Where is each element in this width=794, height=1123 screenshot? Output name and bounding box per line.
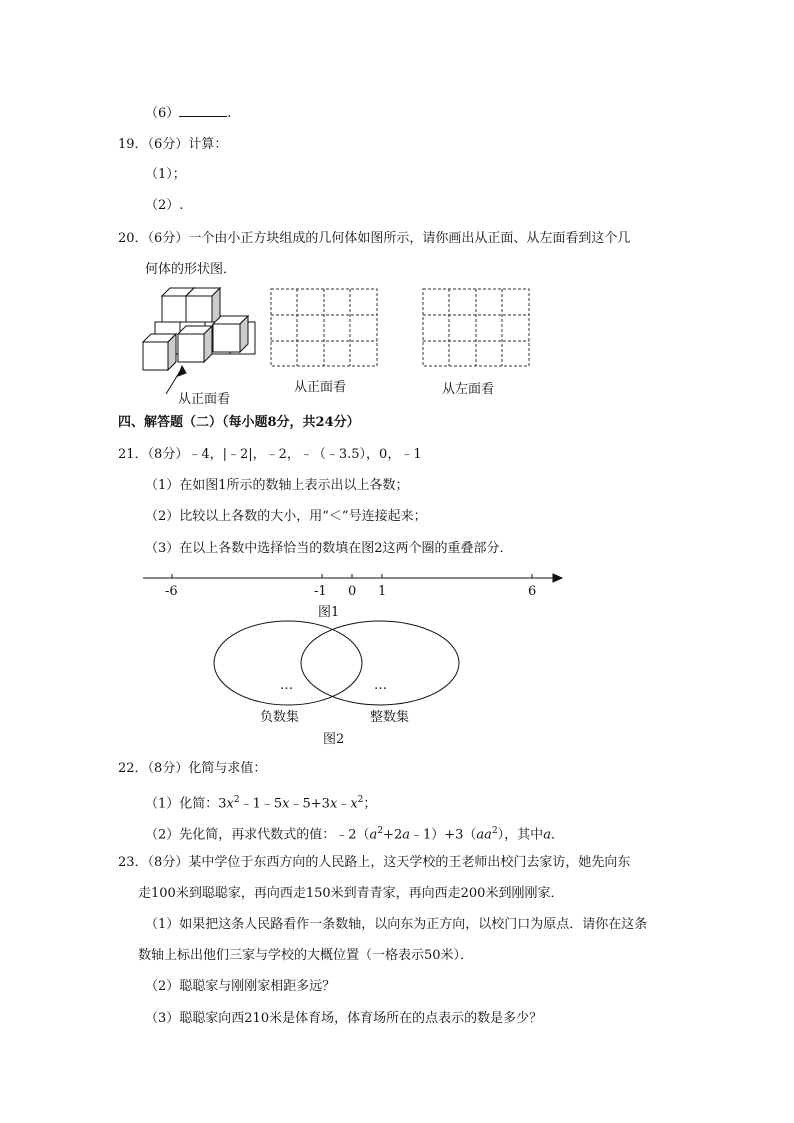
axis-tick-label: -6 bbox=[165, 584, 178, 599]
q22-part2: （2）先化简，再求代数式的值：$﹣2(a^2+2a﹣1)+3(aa^2)$，其中a． bbox=[145, 826, 564, 843]
q18-part6-end: . bbox=[227, 106, 232, 121]
q18-part6-label: （6） bbox=[145, 106, 180, 121]
axis-tick-label: 6 bbox=[528, 584, 537, 599]
section4-title: 四、解答题（二）（每小题8分，共24分） bbox=[118, 415, 360, 430]
venn-diagram bbox=[214, 621, 459, 705]
q23-header-cont: 走100米到聪聪家，再向西走150米到青青家，再向西走200米到刚刚家． bbox=[138, 886, 564, 901]
q23-part1-cont: 数轴上标出他们三家与学校的大概位置（一格表示50米）． bbox=[138, 948, 474, 963]
q23-header: 23．（8分）某中学位于东西方向的人民路上，这天学校的王老师出校门去家访，她先向东 bbox=[118, 855, 631, 870]
venn-left-dots: … bbox=[280, 678, 293, 693]
cube-solid-figure bbox=[143, 288, 255, 394]
left-grid-caption: 从左面看 bbox=[442, 382, 495, 397]
venn-right-dots: … bbox=[374, 678, 387, 693]
q21-part3: （3）在以上各数中选择恰当的数填在图2这两个圈的重叠部分． bbox=[145, 541, 513, 556]
axis-tick-label: 0 bbox=[348, 584, 357, 599]
q19-part2: （2）. bbox=[145, 198, 184, 213]
q23-part2: （2）聪聪家与刚刚家相距多远？ bbox=[145, 979, 336, 994]
q19-header: 19．（6分）计算： bbox=[118, 137, 228, 152]
q23-part3: （3）聪聪家向西210米是体育场，体育场所在的点表示的数是多少？ bbox=[145, 1011, 543, 1026]
q22-part1: （1）化简：$3x^2﹣1﹣5x﹣5+3x﹣x^2$； bbox=[145, 795, 377, 812]
q19-part1: （1）； bbox=[145, 167, 186, 182]
left-view-grid bbox=[423, 289, 529, 366]
front-grid-caption: 从正面看 bbox=[294, 380, 347, 395]
q21-header: 21．（8分）﹣4，|﹣2|，﹣2，﹣（﹣3.5），0，﹣1 bbox=[118, 447, 422, 462]
venn-left-label: 负数集 bbox=[260, 710, 300, 725]
q20-header: 20．（6分）一个由小正方块组成的几何体如图所示，请你画出从正面、从左面看到这个几 bbox=[118, 231, 631, 246]
venn-right-label: 整数集 bbox=[370, 710, 410, 725]
solid-caption: 从正面看 bbox=[178, 392, 231, 407]
fig2-caption: 图2 bbox=[323, 732, 345, 747]
front-view-grid bbox=[271, 289, 377, 366]
fig1-caption: 图1 bbox=[318, 605, 340, 620]
q21-part1: （1）在如图1所示的数轴上表示出以上各数； bbox=[145, 478, 409, 493]
axis-tick-label: 1 bbox=[378, 584, 387, 599]
number-line bbox=[143, 574, 562, 582]
q20-header-cont: 何体的形状图． bbox=[145, 262, 237, 277]
q22-header: 22．（8分）化简与求值： bbox=[118, 761, 267, 776]
q23-part1: （1）如果把这条人民路看作一条数轴，以向东为正方向，以校门口为原点．请你在这条 bbox=[145, 917, 648, 932]
axis-tick-label: -1 bbox=[314, 584, 327, 599]
q21-part2: （2）比较以上各数的大小，用“＜”号连接起来； bbox=[145, 509, 427, 524]
